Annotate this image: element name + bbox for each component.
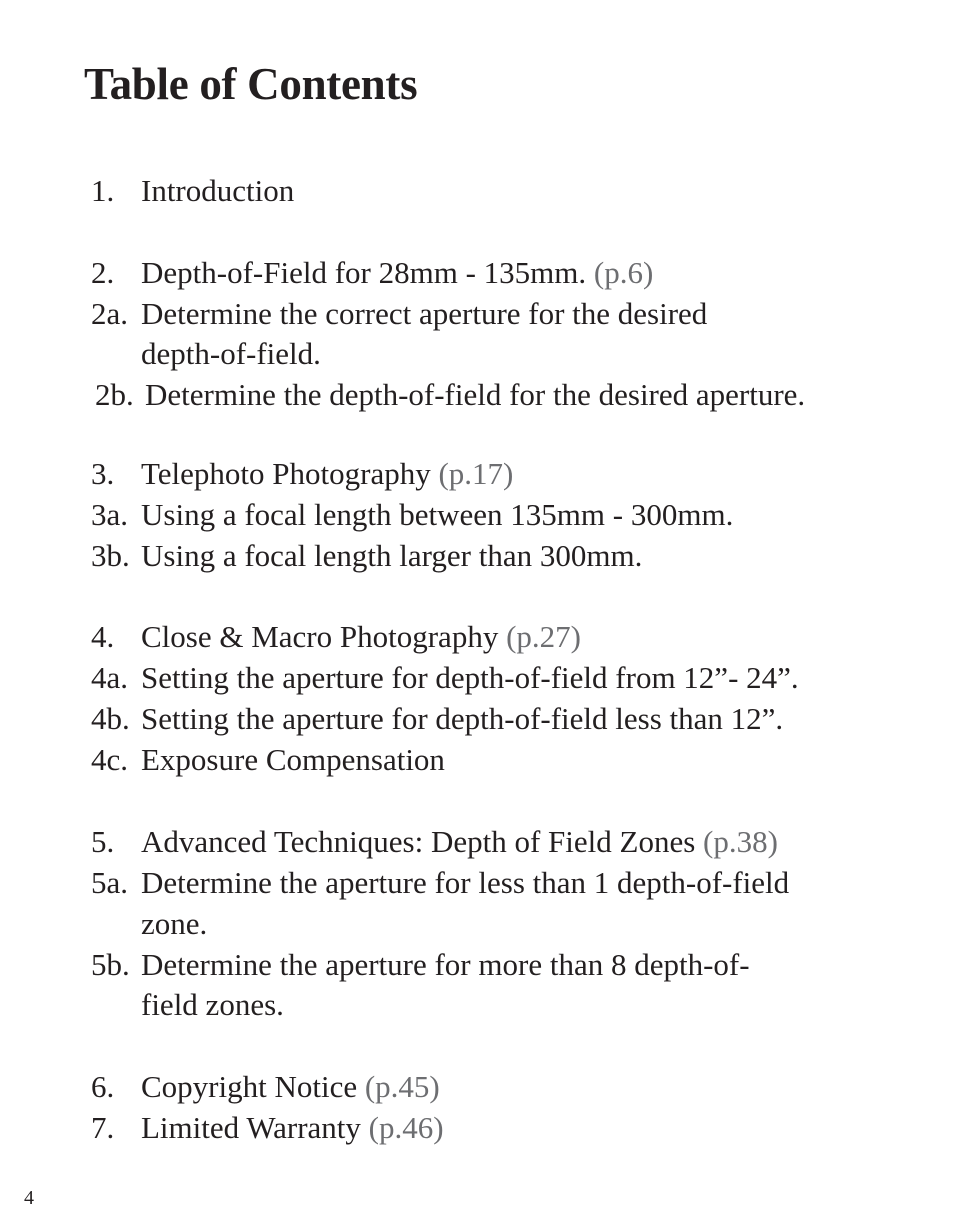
toc-entry-title: Using a focal length between 135mm - 300mm.: [141, 497, 734, 532]
toc-page-ref: (p.17): [438, 456, 514, 491]
toc-entry-number: 3a.: [91, 497, 129, 532]
toc-entry-title: Setting the aperture for depth-of-field less than 12”.: [141, 701, 784, 736]
toc-page-ref: (p.27): [506, 619, 581, 654]
page-title: Table of Contents: [84, 59, 418, 109]
toc-entry-title: Exposure Compensation: [141, 742, 445, 777]
toc-page-ref: (p.6): [593, 255, 654, 290]
toc-entry-title: Copyright Notice (p.45): [141, 1069, 440, 1104]
toc-page-ref: (p.46): [368, 1110, 444, 1145]
toc-entry-number: 2b.: [95, 377, 134, 412]
toc-entry-title: Introduction: [141, 173, 295, 208]
toc-entry-number: 6.: [91, 1069, 115, 1104]
toc-entry-title: Depth-of-Field for 28mm - 135mm. (p.6): [141, 255, 654, 290]
toc-entry-title-continued: zone.: [141, 906, 208, 941]
toc-entry-title: Close & Macro Photography (p.27): [141, 619, 581, 654]
toc-entry-title-continued: field zones.: [141, 987, 284, 1022]
toc-page-ref: (p.38): [703, 824, 778, 859]
toc-entry-title: Telephoto Photography (p.17): [141, 456, 514, 491]
toc-entry-number: 4a.: [91, 660, 129, 695]
toc-entry-number: 1.: [91, 173, 115, 208]
toc-entry-title: Determine the depth-of-field for the desired aperture.: [145, 377, 806, 412]
toc-entry-number: 3.: [91, 456, 115, 491]
toc-entry-number: 2.: [91, 255, 115, 290]
toc-page-ref: (p.45): [364, 1069, 440, 1104]
toc-entry-number: 5a.: [91, 865, 129, 900]
toc-entry-title: Setting the aperture for depth-of-field from 12”- 24”.: [141, 660, 799, 695]
toc-entry-title: Determine the aperture for more than 8 depth-of-: [141, 947, 750, 982]
toc-entry-title: Determine the correct aperture for the desired: [141, 296, 708, 331]
toc-entry-number: 4.: [91, 619, 115, 654]
toc-entry-title: Advanced Techniques: Depth of Field Zones (p.38): [141, 824, 778, 859]
toc-entry-title: Limited Warranty (p.46): [141, 1110, 444, 1145]
page-number: 4: [24, 1187, 34, 1209]
toc-entry-number: 2a.: [91, 296, 129, 331]
toc-entry-number: 4b.: [91, 701, 130, 736]
toc-entry-number: 5.: [91, 824, 115, 859]
toc-entry-title: Using a focal length larger than 300mm.: [141, 538, 643, 573]
toc-entry-number: 4c.: [91, 742, 129, 777]
toc-entry-number: 7.: [91, 1110, 115, 1145]
toc-entry-number: 5b.: [91, 947, 130, 982]
toc-entry-number: 3b.: [91, 538, 130, 573]
toc-entry-title: Determine the aperture for less than 1 depth-of-field: [141, 865, 790, 900]
toc-entry-title-continued: depth-of-field.: [141, 336, 321, 371]
